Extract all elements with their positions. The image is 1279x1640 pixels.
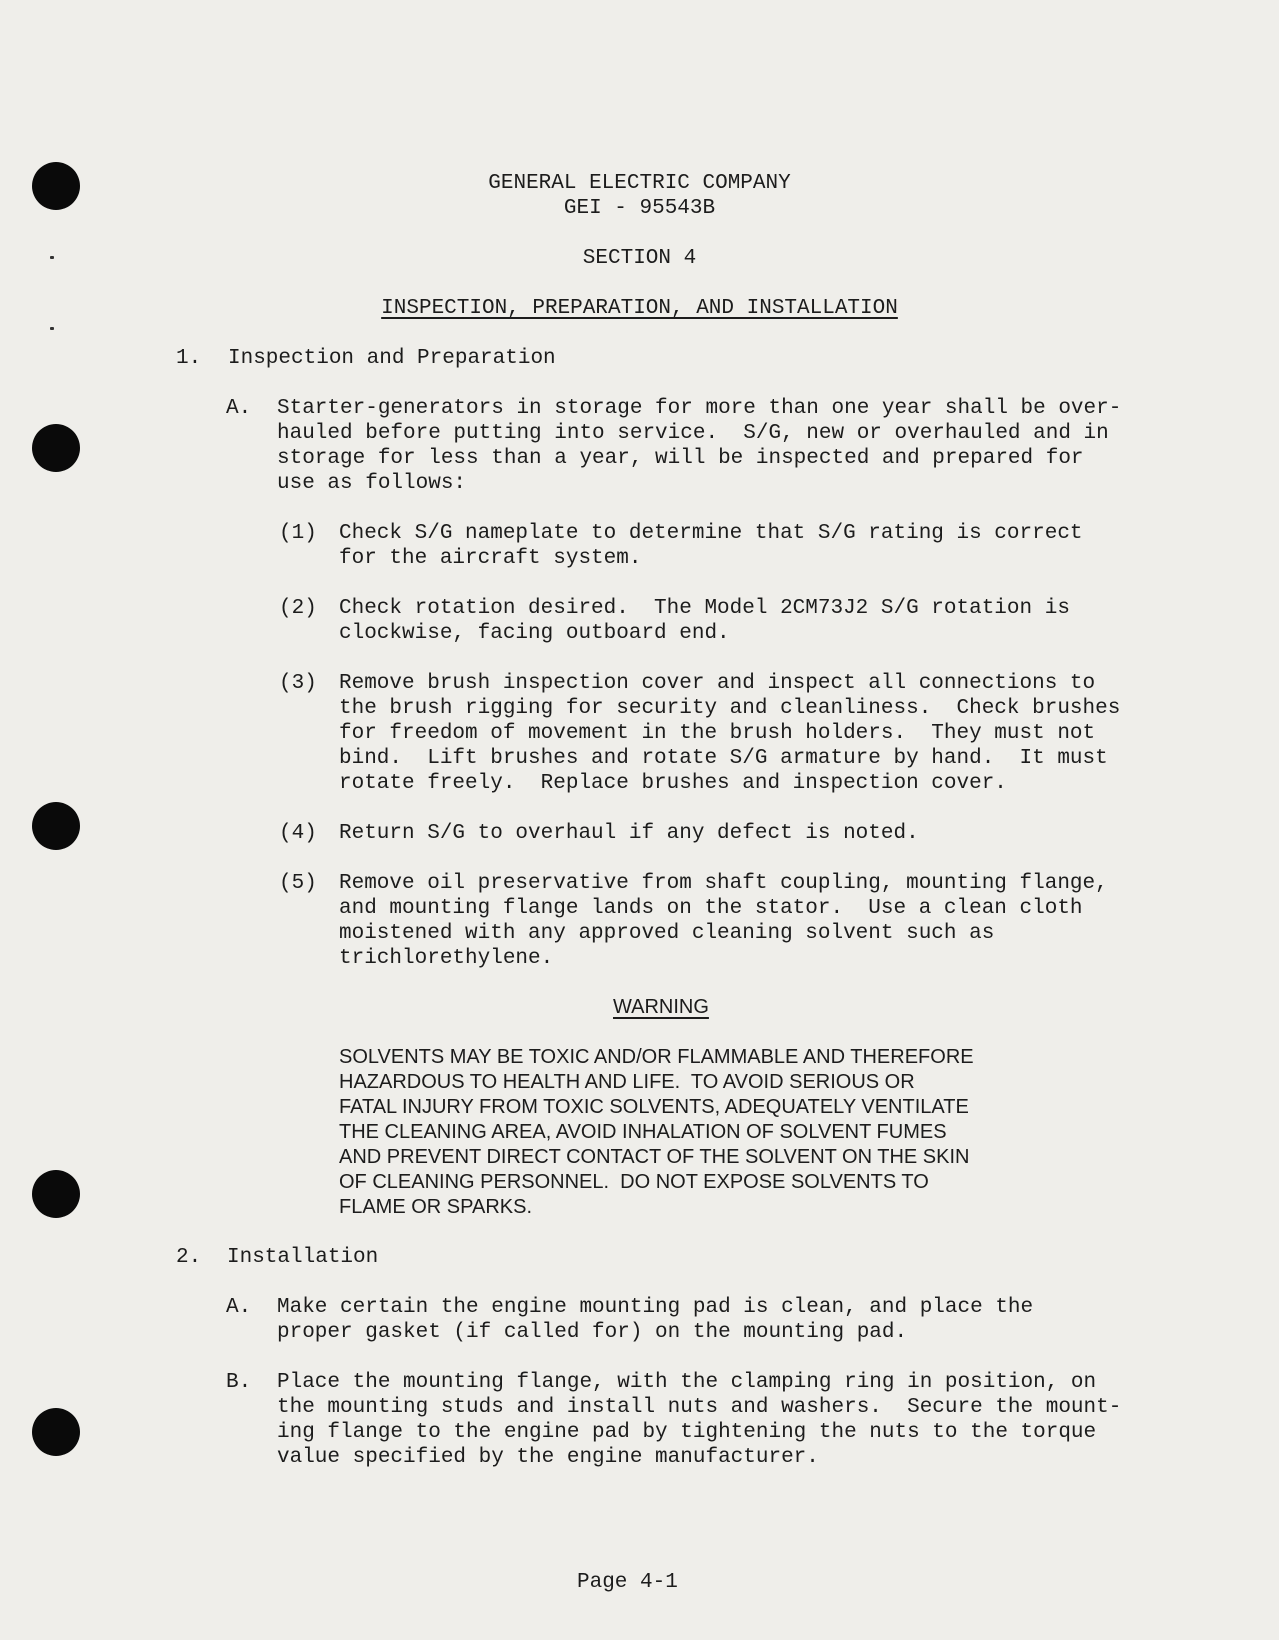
- install-a-line: proper gasket (if called for) on the mounting pad.: [277, 1321, 908, 1344]
- document-number: GEI - 95543B: [563, 197, 716, 220]
- section-number: SECTION 4: [582, 247, 697, 270]
- section-1-heading: Inspection and Preparation: [228, 347, 556, 370]
- warning-line: HAZARDOUS TO HEALTH AND LIFE. TO AVOID SERIOUS OR: [339, 1071, 915, 1093]
- install-b-line: Place the mounting flange, with the clamping ring in position, on: [277, 1371, 1097, 1394]
- item-5-line: Remove oil preservative from shaft coupling, mounting flange,: [339, 872, 1108, 895]
- scan-speck: [50, 327, 54, 330]
- item-3-line: the brush rigging for security and cleanliness. Check brushes: [339, 697, 1121, 720]
- warning-line: FLAME OR SPARKS.: [339, 1196, 533, 1218]
- item-5-line: moistened with any approved cleaning solvent such as: [339, 922, 995, 945]
- warning-line: THE CLEANING AREA, AVOID INHALATION OF SOLVENT FUMES: [339, 1121, 947, 1143]
- section-title: INSPECTION, PREPARATION, AND INSTALLATION: [381, 297, 898, 320]
- item-1-line: Check S/G nameplate to determine that S/G rating is correct: [339, 522, 1083, 545]
- binder-hole-2: [32, 424, 80, 472]
- warning-title: WARNING: [613, 996, 709, 1018]
- item-3-number: (3): [279, 672, 317, 695]
- warning-line: SOLVENTS MAY BE TOXIC AND/OR FLAMMABLE AND THEREFORE: [339, 1046, 974, 1068]
- para-a-line: storage for less than a year, will be inspected and prepared for: [277, 447, 1084, 470]
- para-a-label: A.: [226, 397, 252, 420]
- section-2-number: 2.: [176, 1246, 202, 1269]
- warning-line: AND PREVENT DIRECT CONTACT OF THE SOLVENT ON THE SKIN: [339, 1146, 970, 1168]
- item-4-number: (4): [279, 822, 317, 845]
- item-2-number: (2): [279, 597, 317, 620]
- install-b-line: the mounting studs and install nuts and washers. Secure the mount-: [277, 1396, 1122, 1419]
- binder-hole-5: [32, 1408, 80, 1456]
- item-5-line: and mounting flange lands on the stator. Use a clean cloth: [339, 897, 1083, 920]
- item-5-number: (5): [279, 872, 317, 895]
- binder-hole-4: [32, 1170, 80, 1218]
- item-2-line: Check rotation desired. The Model 2CM73J2 S/G rotation is: [339, 597, 1070, 620]
- item-3-line: Remove brush inspection cover and inspect all connections to: [339, 672, 1096, 695]
- install-b-line: value specified by the engine manufacturer.: [277, 1446, 819, 1469]
- para-a-line: Starter-generators in storage for more than one year shall be over-: [277, 397, 1122, 420]
- page-number: Page 4-1: [577, 1571, 678, 1594]
- item-2-line: clockwise, facing outboard end.: [339, 622, 730, 645]
- item-3-line: for freedom of movement in the brush holders. They must not: [339, 722, 1096, 745]
- warning-line: FATAL INJURY FROM TOXIC SOLVENTS, ADEQUATELY VENTILATE: [339, 1096, 969, 1118]
- item-5-line: trichlorethylene.: [339, 947, 554, 970]
- item-3-line: bind. Lift brushes and rotate S/G armature by hand. It must: [339, 747, 1108, 770]
- install-b-label: B.: [226, 1371, 252, 1394]
- install-a-line: Make certain the engine mounting pad is clean, and place the: [277, 1296, 1034, 1319]
- section-2-heading: Installation: [227, 1246, 379, 1269]
- warning-line: OF CLEANING PERSONNEL. DO NOT EXPOSE SOLVENTS TO: [339, 1171, 929, 1193]
- para-a-line: hauled before putting into service. S/G, new or overhauled and in: [277, 422, 1109, 445]
- para-a-line: use as follows:: [277, 472, 467, 495]
- company-name: GENERAL ELECTRIC COMPANY: [488, 172, 791, 195]
- item-4-line: Return S/G to overhaul if any defect is noted.: [339, 822, 919, 845]
- item-3-line: rotate freely. Replace brushes and inspection cover.: [339, 772, 1007, 795]
- item-1-line: for the aircraft system.: [339, 547, 642, 570]
- install-b-line: ing flange to the engine pad by tightening the nuts to the torque: [277, 1421, 1097, 1444]
- install-a-label: A.: [226, 1296, 252, 1319]
- item-1-number: (1): [279, 522, 317, 545]
- binder-hole-3: [32, 802, 80, 850]
- section-1-number: 1.: [176, 347, 202, 370]
